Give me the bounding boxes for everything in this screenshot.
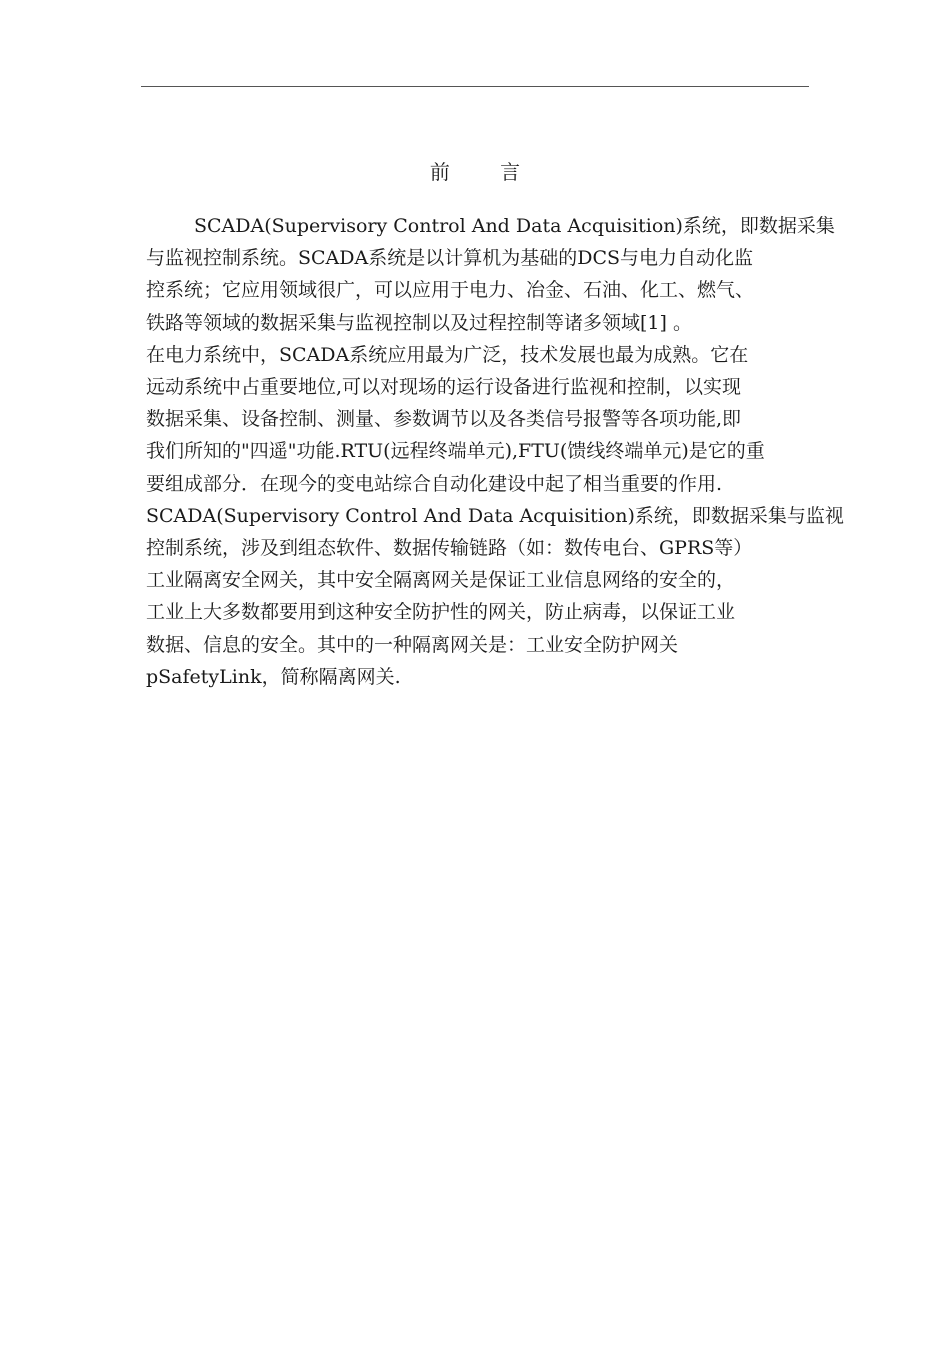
text-line: 在电力系统中，SCADA系统应用最为广泛，技术发展也最为成熟。它在	[146, 343, 749, 366]
text-line: 与监视控制系统。SCADA系统是以计算机为基础的DCS与电力自动化监	[146, 247, 754, 270]
page-title: 前 言	[429, 160, 543, 184]
header-rule	[141, 86, 809, 87]
text-line: 数据采集、设备控制、测量、参数调节以及各类信号报警等各项功能,即	[146, 408, 742, 431]
text-line: SCADA(Supervisory Control And Data Acquisition)系统，即数据采集	[194, 215, 835, 237]
text-line: 铁路等领域的数据采集与监视控制以及过程控制等诸多领域[1] 。	[146, 311, 692, 334]
text-line: 远动系统中占重要地位,可以对现场的运行设备进行监视和控制，以实现	[146, 376, 742, 399]
paragraph	[146, 210, 844, 693]
text-line: pSafetyLink，简称隔离网关.	[146, 665, 401, 688]
text-line: 数据、信息的安全。其中的一种隔离网关是：工业安全防护网关	[146, 633, 679, 656]
body-text	[146, 210, 844, 693]
text-line: 控系统；它应用领域很广，可以应用于电力、冶金、石油、化工、燃气、	[146, 279, 755, 302]
text-line: 控制系统，涉及到组态软件、数据传输链路（如：数传电台、GPRS等）	[146, 537, 753, 560]
text-line: 工业隔离安全网关，其中安全隔离网关是保证工业信息网络的安全的，	[146, 569, 736, 592]
text-line: 要组成部分．在现今的变电站综合自动化建设中起了相当重要的作用.	[146, 472, 723, 495]
text-line: 我们所知的"四遥"功能.RTU(远程终端单元),FTU(馈线终端单元)是它的重	[146, 440, 765, 463]
text-line: SCADA(Supervisory Control And Data Acquisition)系统，即数据采集与监视	[146, 504, 844, 527]
text-line: 工业上大多数都要用到这种安全防护性的网关，防止病毒，以保证工业	[146, 601, 736, 624]
